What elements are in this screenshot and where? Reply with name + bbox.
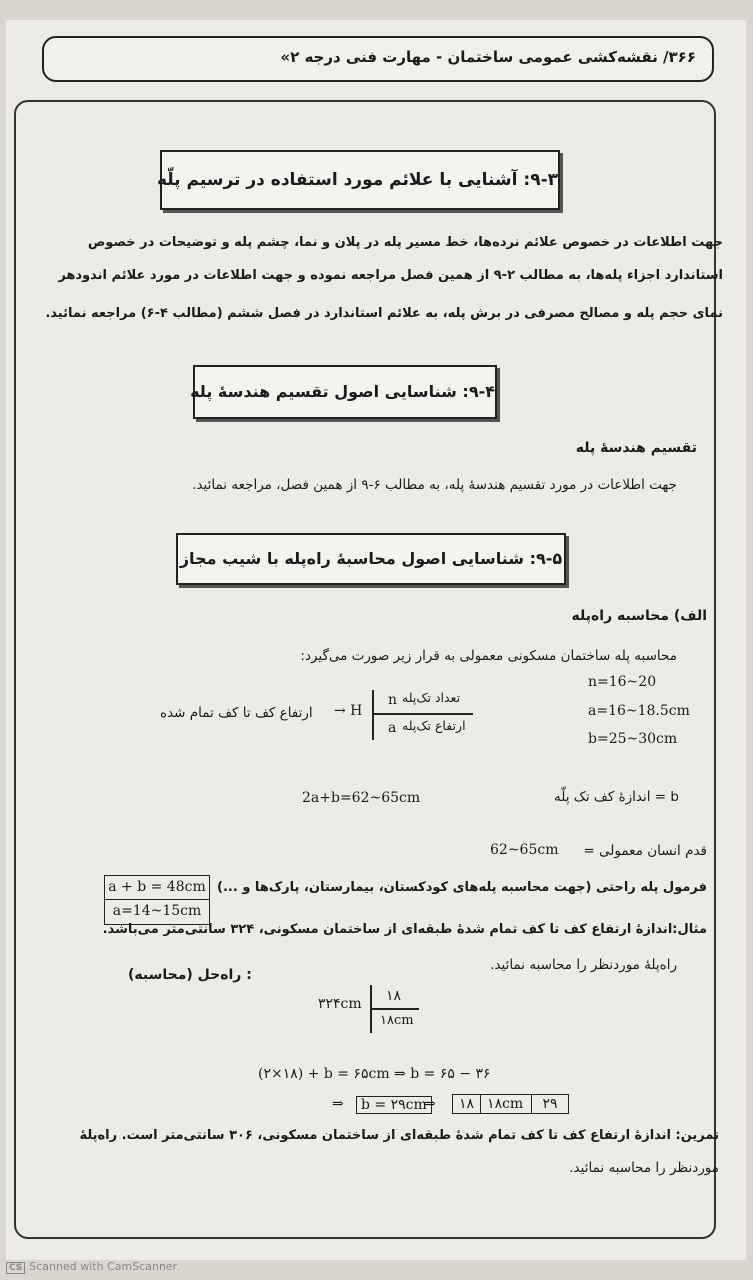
result-cell: ۱۸ bbox=[452, 1094, 481, 1114]
section-title-9-3-text: ۹-۳: آشنایی با علائم مورد استفاده در ترسیم پلّه bbox=[156, 170, 558, 190]
body-text: جهت اطلاعات در مورد تقسیم هندسهٔ پله، به مطالب ۶-۹ از همین فصل، مراجعه نمائید. bbox=[192, 477, 677, 493]
step-value: 62~65cm bbox=[490, 842, 559, 858]
result-b-box bbox=[356, 1096, 432, 1114]
diagram-label-height: ارتفاع کف تا کف تمام شده bbox=[160, 705, 313, 721]
solution-label: : راه‌حل (محاسبه) bbox=[128, 967, 252, 983]
division-dividend: ۳۲۴cm bbox=[318, 996, 362, 1012]
body-text: محاسبه پله ساختمان مسکونی معمولی به قرار زیر صورت می‌گیرد: bbox=[300, 648, 677, 664]
comfort-formula-box bbox=[104, 875, 210, 925]
diagram-a: a bbox=[388, 720, 397, 736]
division-remainder: ۱۸cm bbox=[380, 1013, 414, 1028]
paragraph-line: جهت اطلاعات در خصوص علائم نرده‌ها، خط مسیر پله در پلان و نما، چشم پله و توضیحات در خصوص bbox=[87, 235, 723, 250]
result-cell: ۲۹ bbox=[532, 1094, 569, 1114]
diagram-a-label: ارتفاع تک‌پله bbox=[402, 718, 466, 733]
diagram-n-label: تعداد تک‌پله bbox=[402, 690, 461, 705]
scanner-watermark bbox=[6, 1260, 177, 1274]
section-title-9-5 bbox=[176, 533, 566, 585]
diagram-horizontal-bar bbox=[373, 713, 473, 715]
range-a: a=16~18.5cm bbox=[588, 703, 690, 719]
diagram-arrow-h: → H bbox=[334, 703, 363, 719]
division-quotient: ۱۸ bbox=[386, 988, 402, 1004]
paragraph-line: نمای حجم پله و مصالح مصرفی در برش پله، به علائم استاندارد در فصل ششم (مطالب ۴-۶) مراجعه نمائید. bbox=[45, 306, 723, 321]
page-header bbox=[42, 36, 714, 82]
division-hbar bbox=[371, 1008, 419, 1010]
formula-2a-b: 2a+b=62~65cm bbox=[302, 790, 421, 806]
scanner-text: Scanned with CamScanner bbox=[29, 1260, 178, 1273]
result-b: b = ۲۹cm bbox=[361, 1097, 427, 1113]
diagram-n: n bbox=[388, 692, 398, 708]
section-title-9-4-text: ۹-۴: شناسایی اصول تقسیم هندسهٔ پله bbox=[190, 382, 495, 401]
scanner-badge: CS bbox=[6, 1262, 25, 1274]
diagram-vertical-bar bbox=[372, 690, 374, 740]
range-n: n=16~20 bbox=[588, 674, 657, 690]
b-label: b = اندازهٔ کف تک پلّه bbox=[554, 789, 679, 805]
section-title-9-3 bbox=[156, 150, 560, 210]
result-arrow: ⇒ bbox=[424, 1096, 436, 1112]
paragraph-line: استاندارد اجزاء پله‌ها، به مطالب ۲-۹ از همین فصل مراجعه نموده و جهت اطلاعات در مورد علائم اندودهر bbox=[58, 268, 723, 283]
step-label: قدم انسان معمولی = bbox=[583, 843, 707, 859]
range-b: b=25~30cm bbox=[588, 731, 678, 747]
header-text: ۳۶۶/ نقشه‌کشی عمومی ساختمان - مهارت فنی درجه ۲» bbox=[280, 48, 696, 66]
subsection-heading: تقسیم هندسهٔ پله bbox=[575, 440, 697, 456]
section-title-9-5-text: ۹-۵: شناسایی اصول محاسبهٔ راه‌پله با شیب مجاز bbox=[179, 549, 563, 568]
result-arrow: ⇒ bbox=[332, 1096, 344, 1112]
section-title-9-4 bbox=[190, 365, 497, 419]
result-cell: ۱۸cm bbox=[481, 1094, 532, 1114]
calc-line: (۲×۱۸) + b = ۶۵cm ⇒ b = ۶۵ − ۳۶ bbox=[258, 1066, 491, 1082]
subsection-heading: الف) محاسبه راه‌پله bbox=[571, 608, 707, 624]
exercise-line: تمرین: اندازهٔ ارتفاع کف تا کف تمام شدهٔ طبقه‌ای از ساختمان مسکونی، ۳۰۶ سانتی‌متر است. راه‌پلهٔ bbox=[79, 1128, 719, 1143]
result-table bbox=[452, 1094, 569, 1114]
comfort-label: فرمول پله راحتی (جهت محاسبه پله‌های کودکستان، بیمارستان، پارک‌ها و ...) bbox=[217, 880, 707, 895]
example-line: راه‌پلهٔ موردنظر را محاسبه نمائید. bbox=[490, 957, 677, 973]
comfort-formula-1: a + b = 48cm bbox=[105, 876, 209, 900]
comfort-formula-2: a=14~15cm bbox=[112, 903, 202, 919]
example-line: مثال:اندازهٔ ارتفاع کف تا کف تمام شدهٔ طبقه‌ای از ساختمان مسکونی، ۳۲۴ سانتی‌متر می‌باشد. bbox=[102, 922, 707, 937]
exercise-line: موردنظر را محاسبه نمائید. bbox=[569, 1160, 719, 1176]
